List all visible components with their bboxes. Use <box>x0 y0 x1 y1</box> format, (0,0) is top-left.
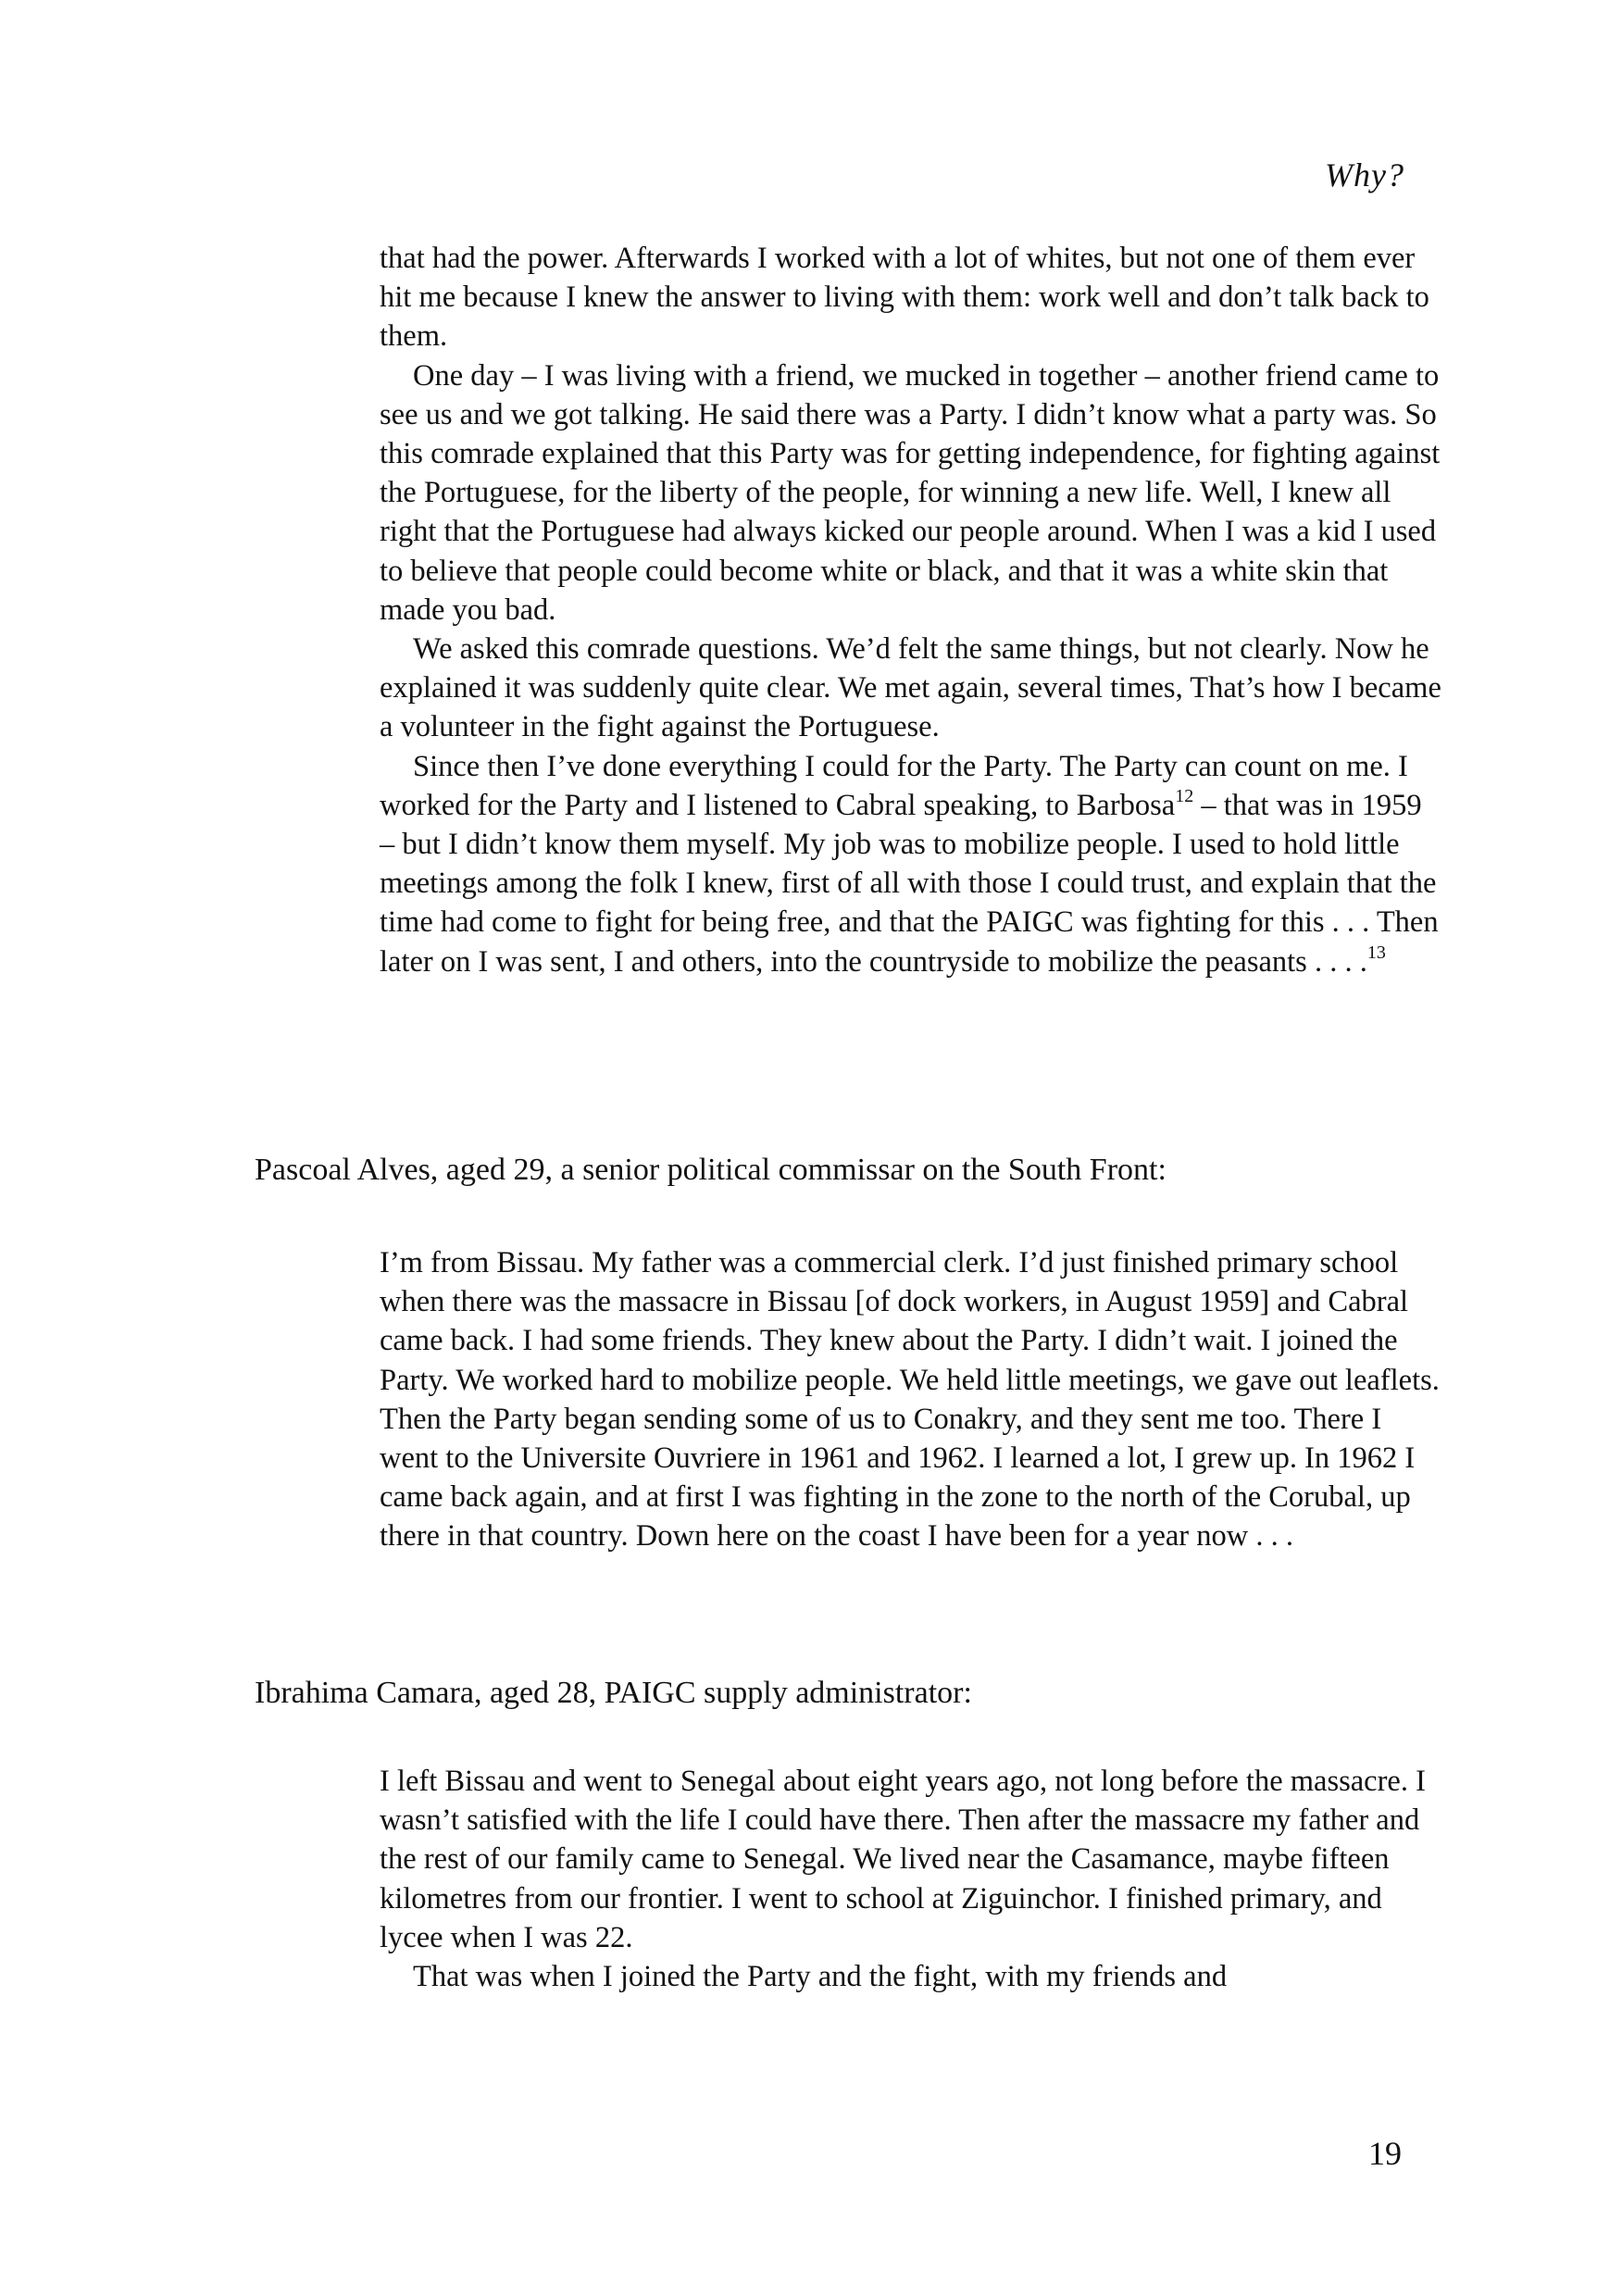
quote-paragraph: We asked this comrade questions. We’d felt the same things, but not clearly. Now he explained it was suddenly quite clear. We met again, several times, That’s how I became a volunteer in the fight against the Portuguese. <box>380 632 1441 744</box>
quote-paragraph: That was when I joined the Party and the fight, with my friends and <box>413 1960 1228 1994</box>
quote-paragraph: One day – I was living with a friend, we mucked in together – another friend came to see us and we got talking. He said there was a Party. I didn’t know what a party was. So this comrade explained that this Party was for getting independence, for fighting against the Portuguese, for the liberty of the people, for winning a new life. Well, I knew all right that the Portuguese had always kicked our people around. When I was a kid I used to believe that people could become white or black, and that it was a white skin that made you bad. <box>380 358 1441 627</box>
footnote-ref-12: 12 <box>1175 785 1194 806</box>
quote-paragraph: that had the power. Afterwards I worked with a lot of whites, but not one of them ever hit me because I knew the answer to living with them: work well and don’t talk back to them. <box>380 242 1429 354</box>
quote-paragraph: I’m from Bissau. My father was a commercial clerk. I’d just finished primary school when there was the massacre in Bissau [of dock workers, in August 1959] and Cabral came back. I had some friends. They knew about the Party. I didn’t wait. I joined the Party. We worked hard to mobilize people. We held little meetings, we gave out leaflets. Then the Party began sending some of us to Conakry, and they sent me too. There I went to the Universite Ouvriere in 1961 and 1962. I learned a lot, I grew up. In 1962 I came back again, and at first I was fighting in the zone to the north of the Corubal, up there in that country. Down here on the coast I have been for a year now . . . <box>380 1246 1440 1554</box>
quote-paragraph: I left Bissau and went to Senegal about eight years ago, not long before the massacre. I wasn’t satisfied with the life I could have there. Then after the massacre my father and the rest of our family came to Senegal. We lived near the Casamance, maybe fifteen kilometres from our frontier. I went to school at Ziguinchor. I finished primary, and lycee when I was 22. <box>380 1765 1426 1954</box>
quote-text: Since then I’ve done everything I could for the Party. The Party can count on me. I worked for the Party and I listened to Cabral speaking, to Barbosa <box>380 749 1408 822</box>
page-number: 19 <box>1368 2135 1402 2172</box>
quote-text: – that was in 1959 – but I didn’t know them myself. My job was to mobilize people. I used to hold little meetings among the folk I knew, first of all with those I could trust, and explain that the time had come to fight for being free, and that the PAIGC was fighting for this . . . Then later on I was sent, I and others, into the countryside to mobilize the peasants . . . . <box>380 788 1439 979</box>
speaker-intro-pascoal-alves: Pascoal Alves, aged 29, a senior political commissar on the South Front: <box>255 1153 1167 1187</box>
block-quote-1 <box>380 239 1444 981</box>
quote-paragraph <box>380 747 1444 981</box>
block-quote-2 <box>380 1243 1444 1556</box>
block-quote-3 <box>380 1762 1444 1996</box>
footnote-ref-13: 13 <box>1366 942 1386 963</box>
speaker-intro-ibrahima-camara: Ibrahima Camara, aged 28, PAIGC supply administrator: <box>255 1676 972 1710</box>
running-head: Why? <box>1325 156 1404 193</box>
